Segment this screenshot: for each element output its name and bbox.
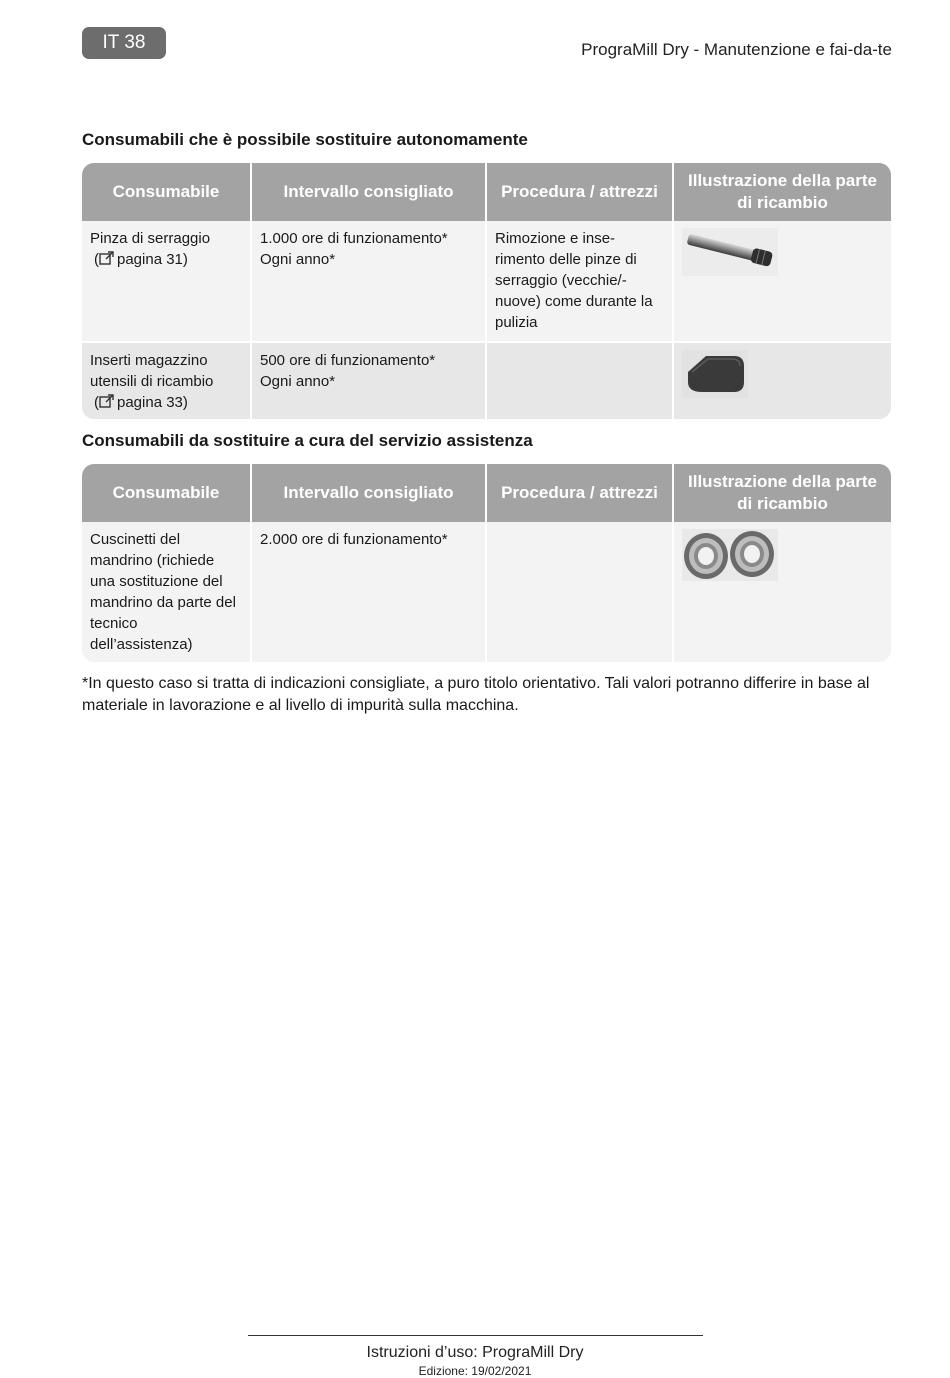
table-row bbox=[82, 341, 891, 419]
cell-consumable bbox=[82, 221, 252, 341]
page-number-badge: IT 38 bbox=[82, 27, 166, 59]
column-header-consumable: Consumabile bbox=[82, 464, 252, 522]
cell-interval bbox=[252, 221, 487, 341]
external-link-icon bbox=[99, 251, 115, 265]
column-header-consumable: Consumabile bbox=[82, 163, 252, 221]
section-title-user-replaceable: Consumabili che è possibile sostituire autonomamente bbox=[82, 130, 528, 149]
cell-illustration bbox=[674, 522, 891, 662]
consumable-name: Pinza di serraggio bbox=[90, 230, 211, 247]
cell-consumable bbox=[82, 341, 252, 419]
consumables-table-user bbox=[82, 163, 891, 419]
column-header-illustration: Illustrazione della parte di ricambio bbox=[674, 163, 891, 221]
column-header-procedure: Procedura / attrezzi bbox=[487, 163, 674, 221]
consumable-name: Cuscinetti del mandrino (richiede una sostituzione del mandrino da parte del tecnico dell’assistenza) bbox=[90, 531, 236, 653]
footer-divider bbox=[248, 1335, 703, 1336]
consumable-name: Inserti magazzino utensili di ricambio bbox=[90, 352, 214, 390]
footer-title: Istruzioni d’uso: PrograMill Dry bbox=[366, 1344, 584, 1361]
footnote: *In questo caso si tratta di indicazioni consigliate, a puro titolo orientativo. Tali valori potranno differire in base al materiale in lavorazione e al livello di impurità sulla macchina. bbox=[82, 675, 870, 714]
procedure-text: Rimozione e inse-rimento delle pinze di serraggio (vecchie/-nuove) come durante la pulizia bbox=[495, 230, 653, 331]
cell-procedure bbox=[487, 341, 674, 419]
page-reference[interactable]: ( pagina 33) bbox=[94, 394, 188, 411]
page-reference-text: pagina 31 bbox=[117, 251, 183, 268]
column-header-illustration: Illustrazione della parte di ricambio bbox=[674, 464, 891, 522]
tool-magazine-insert-image bbox=[682, 350, 748, 398]
cell-interval bbox=[252, 522, 487, 662]
cell-procedure bbox=[487, 221, 674, 341]
cell-interval bbox=[252, 341, 487, 419]
section-title-service-replaceable: Consumabili da sostituire a cura del servizio assistenza bbox=[82, 431, 533, 450]
interval-hours: 2.000 ore di funzionamento* bbox=[260, 531, 448, 548]
footer-edition: Edizione: 19/02/2021 bbox=[418, 1364, 532, 1378]
interval-hours: 1.000 ore di funzionamento* bbox=[260, 230, 448, 247]
page-reference-text: pagina 33 bbox=[117, 394, 183, 411]
collet-image bbox=[682, 228, 778, 276]
table-row bbox=[82, 221, 891, 341]
cell-illustration bbox=[674, 221, 891, 341]
column-header-interval: Intervallo consigliato bbox=[252, 163, 487, 221]
cell-procedure bbox=[487, 522, 674, 662]
column-header-interval: Intervallo consigliato bbox=[252, 464, 487, 522]
interval-yearly: Ogni anno* bbox=[260, 373, 336, 390]
table-header-row bbox=[82, 163, 891, 221]
spindle-bearings-image bbox=[682, 529, 778, 581]
page-reference[interactable]: ( pagina 31) bbox=[94, 251, 188, 268]
cell-consumable bbox=[82, 522, 252, 662]
interval-hours: 500 ore di funzionamento* bbox=[260, 352, 436, 369]
consumables-table-service bbox=[82, 464, 891, 662]
table-row bbox=[82, 522, 891, 662]
cell-illustration bbox=[674, 341, 891, 419]
external-link-icon bbox=[99, 394, 115, 408]
running-header-title: PrograMill Dry - Manutenzione e fai-da-te bbox=[581, 40, 892, 59]
interval-yearly: Ogni anno* bbox=[260, 251, 336, 268]
column-header-procedure: Procedura / attrezzi bbox=[487, 464, 674, 522]
table-header-row bbox=[82, 464, 891, 522]
